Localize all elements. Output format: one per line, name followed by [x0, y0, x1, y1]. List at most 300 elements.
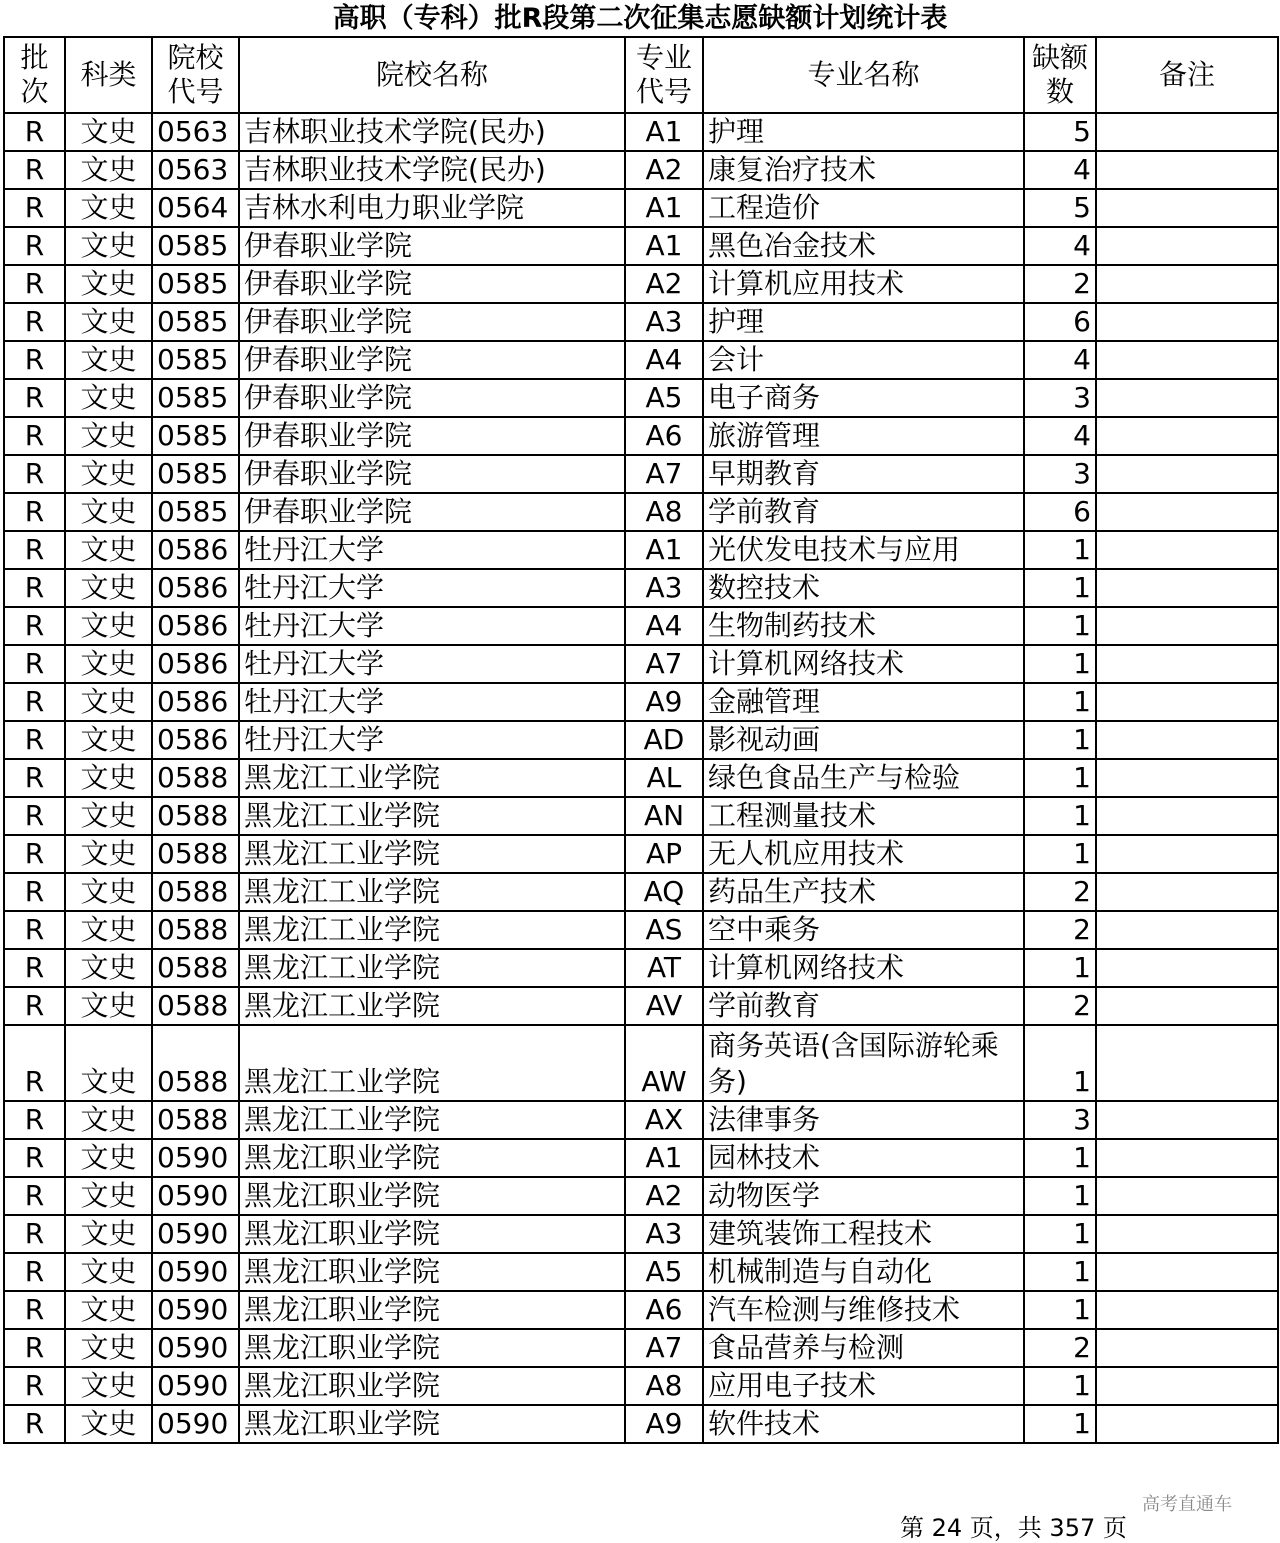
cell-category: 文史: [65, 987, 152, 1025]
cell-category: 文史: [65, 265, 152, 303]
cell-batch: R: [4, 189, 65, 227]
cell-remark: [1096, 835, 1278, 873]
table-row: [4, 1367, 1278, 1405]
table-row: [4, 113, 1278, 151]
cell-major-name: 早期教育: [703, 455, 1024, 493]
cell-school-name: 伊春职业学院: [239, 265, 625, 303]
cell-remark: [1096, 873, 1278, 911]
cell-major-code: AW: [625, 1025, 703, 1101]
cell-major-name: 绿色食品生产与检验: [703, 759, 1024, 797]
cell-vacancy: 6: [1024, 493, 1096, 531]
table-row: [4, 531, 1278, 569]
cell-school-code: 0585: [152, 303, 239, 341]
cell-batch: R: [4, 645, 65, 683]
cell-major-code: A1: [625, 189, 703, 227]
cell-school-code: 0588: [152, 949, 239, 987]
cell-major-name: 计算机网络技术: [703, 645, 1024, 683]
cell-batch: R: [4, 949, 65, 987]
cell-school-name: 黑龙江职业学院: [239, 1253, 625, 1291]
cell-remark: [1096, 417, 1278, 455]
table-row: [4, 189, 1278, 227]
table-row: [4, 1291, 1278, 1329]
cell-school-name: 黑龙江工业学院: [239, 873, 625, 911]
cell-school-code: 0564: [152, 189, 239, 227]
header-batch: 批次: [4, 37, 65, 113]
cell-vacancy: 2: [1024, 873, 1096, 911]
cell-school-code: 0586: [152, 721, 239, 759]
cell-category: 文史: [65, 911, 152, 949]
cell-major-name: 应用电子技术: [703, 1367, 1024, 1405]
cell-school-code: 0585: [152, 265, 239, 303]
table-row: [4, 341, 1278, 379]
cell-category: 文史: [65, 1329, 152, 1367]
table-row: [4, 1101, 1278, 1139]
table-row: [4, 1177, 1278, 1215]
cell-remark: [1096, 949, 1278, 987]
cell-remark: [1096, 1253, 1278, 1291]
table-row: [4, 911, 1278, 949]
cell-major-name: 黑色冶金技术: [703, 227, 1024, 265]
cell-major-name: 食品营养与检测: [703, 1329, 1024, 1367]
cell-school-name: 牡丹江大学: [239, 607, 625, 645]
cell-major-name: 软件技术: [703, 1405, 1024, 1443]
table-row: [4, 835, 1278, 873]
cell-school-code: 0588: [152, 835, 239, 873]
cell-major-name: 机械制造与自动化: [703, 1253, 1024, 1291]
cell-category: 文史: [65, 455, 152, 493]
cell-remark: [1096, 531, 1278, 569]
table-row: [4, 227, 1278, 265]
cell-remark: [1096, 987, 1278, 1025]
cell-major-code: AV: [625, 987, 703, 1025]
cell-vacancy: 4: [1024, 341, 1096, 379]
cell-major-code: A1: [625, 227, 703, 265]
header-school-name: 院校名称: [239, 37, 625, 113]
cell-major-name: 金融管理: [703, 683, 1024, 721]
cell-major-name: 计算机应用技术: [703, 265, 1024, 303]
table-row: [4, 303, 1278, 341]
cell-category: 文史: [65, 835, 152, 873]
table-row: [4, 759, 1278, 797]
cell-vacancy: 1: [1024, 1367, 1096, 1405]
document-title: 高职（专科）批R段第二次征集志愿缺额计划统计表: [332, 3, 948, 34]
cell-major-name: 药品生产技术: [703, 873, 1024, 911]
cell-category: 文史: [65, 1405, 152, 1443]
cell-school-name: 牡丹江大学: [239, 569, 625, 607]
table-row: [4, 949, 1278, 987]
cell-school-name: 牡丹江大学: [239, 683, 625, 721]
cell-school-name: 黑龙江工业学院: [239, 1101, 625, 1139]
cell-remark: [1096, 493, 1278, 531]
cell-major-code: AQ: [625, 873, 703, 911]
vacancy-table: [3, 36, 1279, 1444]
cell-major-name: 动物医学: [703, 1177, 1024, 1215]
cell-remark: [1096, 911, 1278, 949]
cell-batch: R: [4, 759, 65, 797]
cell-batch: R: [4, 455, 65, 493]
cell-major-code: A7: [625, 455, 703, 493]
cell-remark: [1096, 721, 1278, 759]
cell-remark: [1096, 1025, 1278, 1101]
cell-remark: [1096, 1367, 1278, 1405]
cell-category: 文史: [65, 683, 152, 721]
cell-school-name: 黑龙江职业学院: [239, 1215, 625, 1253]
cell-school-code: 0590: [152, 1367, 239, 1405]
cell-school-code: 0590: [152, 1253, 239, 1291]
cell-batch: R: [4, 873, 65, 911]
cell-batch: R: [4, 341, 65, 379]
cell-school-name: 牡丹江大学: [239, 531, 625, 569]
cell-batch: R: [4, 1405, 65, 1443]
table-row: [4, 607, 1278, 645]
table-row: [4, 797, 1278, 835]
cell-school-code: 0563: [152, 151, 239, 189]
cell-category: 文史: [65, 493, 152, 531]
cell-school-code: 0590: [152, 1139, 239, 1177]
cell-major-code: A5: [625, 379, 703, 417]
cell-batch: R: [4, 379, 65, 417]
cell-category: 文史: [65, 1253, 152, 1291]
cell-remark: [1096, 1101, 1278, 1139]
cell-remark: [1096, 759, 1278, 797]
cell-remark: [1096, 645, 1278, 683]
cell-category: 文史: [65, 1367, 152, 1405]
cell-vacancy: 1: [1024, 1139, 1096, 1177]
cell-category: 文史: [65, 721, 152, 759]
cell-major-name: 康复治疗技术: [703, 151, 1024, 189]
table-row: [4, 645, 1278, 683]
cell-school-name: 伊春职业学院: [239, 379, 625, 417]
cell-remark: [1096, 265, 1278, 303]
cell-remark: [1096, 151, 1278, 189]
cell-school-name: 黑龙江职业学院: [239, 1329, 625, 1367]
cell-major-name: 工程测量技术: [703, 797, 1024, 835]
table-row: [4, 493, 1278, 531]
cell-category: 文史: [65, 1291, 152, 1329]
cell-category: 文史: [65, 569, 152, 607]
cell-remark: [1096, 1215, 1278, 1253]
table-row: [4, 151, 1278, 189]
cell-school-name: 吉林职业技术学院(民办): [239, 113, 625, 151]
cell-major-code: A2: [625, 265, 703, 303]
cell-major-code: AP: [625, 835, 703, 873]
cell-school-name: 吉林水利电力职业学院: [239, 189, 625, 227]
cell-school-code: 0588: [152, 873, 239, 911]
table-row: [4, 1025, 1278, 1101]
cell-batch: R: [4, 569, 65, 607]
cell-remark: [1096, 1139, 1278, 1177]
cell-vacancy: 6: [1024, 303, 1096, 341]
cell-vacancy: 4: [1024, 417, 1096, 455]
cell-batch: R: [4, 607, 65, 645]
cell-remark: [1096, 379, 1278, 417]
cell-vacancy: 1: [1024, 835, 1096, 873]
cell-major-code: A2: [625, 1177, 703, 1215]
cell-batch: R: [4, 1101, 65, 1139]
table-row: [4, 721, 1278, 759]
cell-major-name: 电子商务: [703, 379, 1024, 417]
cell-major-code: A6: [625, 1291, 703, 1329]
cell-batch: R: [4, 835, 65, 873]
cell-school-code: 0585: [152, 417, 239, 455]
table-row: [4, 1405, 1278, 1443]
cell-major-name: 园林技术: [703, 1139, 1024, 1177]
cell-remark: [1096, 227, 1278, 265]
cell-category: 文史: [65, 531, 152, 569]
cell-major-name: 光伏发电技术与应用: [703, 531, 1024, 569]
cell-major-code: A6: [625, 417, 703, 455]
cell-batch: R: [4, 151, 65, 189]
cell-batch: R: [4, 265, 65, 303]
cell-school-name: 伊春职业学院: [239, 341, 625, 379]
cell-category: 文史: [65, 1025, 152, 1101]
cell-remark: [1096, 569, 1278, 607]
cell-vacancy: 1: [1024, 759, 1096, 797]
cell-school-code: 0588: [152, 1101, 239, 1139]
cell-vacancy: 2: [1024, 987, 1096, 1025]
table-row: [4, 1215, 1278, 1253]
cell-school-code: 0588: [152, 987, 239, 1025]
cell-school-name: 牡丹江大学: [239, 721, 625, 759]
cell-major-code: A5: [625, 1253, 703, 1291]
cell-category: 文史: [65, 417, 152, 455]
table-row: [4, 417, 1278, 455]
cell-school-code: 0588: [152, 759, 239, 797]
cell-vacancy: 1: [1024, 1177, 1096, 1215]
cell-major-code: AD: [625, 721, 703, 759]
cell-major-name: 影视动画: [703, 721, 1024, 759]
cell-vacancy: 1: [1024, 797, 1096, 835]
cell-batch: R: [4, 987, 65, 1025]
cell-major-code: A8: [625, 1367, 703, 1405]
cell-vacancy: 3: [1024, 455, 1096, 493]
cell-vacancy: 1: [1024, 1215, 1096, 1253]
cell-school-name: 伊春职业学院: [239, 417, 625, 455]
cell-school-code: 0590: [152, 1291, 239, 1329]
page-footer: 第 24 页，共 357 页: [900, 1514, 1127, 1542]
cell-vacancy: 3: [1024, 1101, 1096, 1139]
cell-batch: R: [4, 1215, 65, 1253]
cell-category: 文史: [65, 1101, 152, 1139]
cell-category: 文史: [65, 645, 152, 683]
cell-remark: [1096, 1405, 1278, 1443]
cell-vacancy: 2: [1024, 1329, 1096, 1367]
cell-school-name: 黑龙江工业学院: [239, 987, 625, 1025]
cell-vacancy: 5: [1024, 189, 1096, 227]
table-body: [4, 113, 1278, 1443]
cell-major-name: 学前教育: [703, 493, 1024, 531]
table-row: [4, 455, 1278, 493]
cell-school-name: 牡丹江大学: [239, 645, 625, 683]
cell-school-name: 黑龙江职业学院: [239, 1177, 625, 1215]
cell-batch: R: [4, 1025, 65, 1101]
cell-remark: [1096, 113, 1278, 151]
cell-category: 文史: [65, 379, 152, 417]
cell-category: 文史: [65, 797, 152, 835]
cell-major-name: 无人机应用技术: [703, 835, 1024, 873]
cell-major-name: 护理: [703, 113, 1024, 151]
cell-batch: R: [4, 683, 65, 721]
cell-major-code: A7: [625, 645, 703, 683]
cell-school-name: 黑龙江职业学院: [239, 1367, 625, 1405]
cell-school-name: 伊春职业学院: [239, 455, 625, 493]
cell-school-name: 吉林职业技术学院(民办): [239, 151, 625, 189]
header-major-code: 专业代号: [625, 37, 703, 113]
cell-major-code: AL: [625, 759, 703, 797]
cell-batch: R: [4, 1329, 65, 1367]
cell-school-name: 黑龙江工业学院: [239, 797, 625, 835]
cell-school-code: 0588: [152, 1025, 239, 1101]
table-row: [4, 569, 1278, 607]
cell-major-code: A3: [625, 303, 703, 341]
cell-batch: R: [4, 113, 65, 151]
cell-batch: R: [4, 303, 65, 341]
cell-major-code: AS: [625, 911, 703, 949]
cell-major-code: A3: [625, 569, 703, 607]
cell-major-name: 数控技术: [703, 569, 1024, 607]
header-school-code: 院校代号: [152, 37, 239, 113]
cell-category: 文史: [65, 873, 152, 911]
cell-vacancy: 1: [1024, 1025, 1096, 1101]
cell-school-name: 伊春职业学院: [239, 493, 625, 531]
cell-school-code: 0563: [152, 113, 239, 151]
cell-major-code: AT: [625, 949, 703, 987]
cell-remark: [1096, 341, 1278, 379]
cell-school-name: 黑龙江工业学院: [239, 835, 625, 873]
cell-school-name: 黑龙江职业学院: [239, 1291, 625, 1329]
cell-school-code: 0586: [152, 645, 239, 683]
cell-batch: R: [4, 417, 65, 455]
cell-category: 文史: [65, 949, 152, 987]
table-row: [4, 683, 1278, 721]
cell-vacancy: 1: [1024, 569, 1096, 607]
cell-school-name: 黑龙江职业学院: [239, 1405, 625, 1443]
cell-school-code: 0586: [152, 569, 239, 607]
cell-category: 文史: [65, 227, 152, 265]
cell-school-code: 0585: [152, 455, 239, 493]
cell-school-code: 0585: [152, 493, 239, 531]
cell-vacancy: 4: [1024, 151, 1096, 189]
cell-major-name: 汽车检测与维修技术: [703, 1291, 1024, 1329]
cell-school-code: 0585: [152, 341, 239, 379]
cell-category: 文史: [65, 759, 152, 797]
cell-school-code: 0585: [152, 379, 239, 417]
cell-major-name: 护理: [703, 303, 1024, 341]
cell-school-code: 0586: [152, 607, 239, 645]
cell-vacancy: 4: [1024, 227, 1096, 265]
cell-vacancy: 2: [1024, 911, 1096, 949]
cell-category: 文史: [65, 1139, 152, 1177]
cell-major-name: 商务英语(含国际游轮乘务): [703, 1025, 1024, 1101]
cell-major-code: A3: [625, 1215, 703, 1253]
table-row: [4, 265, 1278, 303]
cell-vacancy: 1: [1024, 1405, 1096, 1443]
cell-major-code: A4: [625, 607, 703, 645]
table-row: [4, 1253, 1278, 1291]
cell-remark: [1096, 683, 1278, 721]
cell-school-name: 黑龙江工业学院: [239, 759, 625, 797]
cell-school-name: 伊春职业学院: [239, 227, 625, 265]
header-major-name: 专业名称: [703, 37, 1024, 113]
cell-remark: [1096, 303, 1278, 341]
cell-batch: R: [4, 721, 65, 759]
cell-batch: R: [4, 227, 65, 265]
cell-school-code: 0590: [152, 1329, 239, 1367]
cell-batch: R: [4, 1139, 65, 1177]
cell-vacancy: 1: [1024, 1253, 1096, 1291]
cell-vacancy: 2: [1024, 265, 1096, 303]
cell-major-name: 工程造价: [703, 189, 1024, 227]
cell-category: 文史: [65, 151, 152, 189]
table-row: [4, 873, 1278, 911]
cell-category: 文史: [65, 189, 152, 227]
cell-major-code: A7: [625, 1329, 703, 1367]
cell-category: 文史: [65, 341, 152, 379]
cell-category: 文史: [65, 1177, 152, 1215]
cell-remark: [1096, 607, 1278, 645]
cell-category: 文史: [65, 113, 152, 151]
cell-major-name: 会计: [703, 341, 1024, 379]
cell-major-code: A1: [625, 113, 703, 151]
cell-vacancy: 1: [1024, 531, 1096, 569]
cell-school-code: 0590: [152, 1177, 239, 1215]
cell-major-code: A2: [625, 151, 703, 189]
cell-major-code: A1: [625, 1139, 703, 1177]
cell-major-code: A9: [625, 1405, 703, 1443]
cell-major-code: AX: [625, 1101, 703, 1139]
cell-major-code: A8: [625, 493, 703, 531]
cell-batch: R: [4, 1291, 65, 1329]
cell-major-name: 空中乘务: [703, 911, 1024, 949]
cell-vacancy: 1: [1024, 607, 1096, 645]
cell-major-name: 学前教育: [703, 987, 1024, 1025]
cell-school-code: 0590: [152, 1405, 239, 1443]
cell-school-code: 0588: [152, 797, 239, 835]
cell-category: 文史: [65, 303, 152, 341]
cell-school-code: 0586: [152, 531, 239, 569]
cell-major-name: 法律事务: [703, 1101, 1024, 1139]
cell-remark: [1096, 1291, 1278, 1329]
cell-school-name: 伊春职业学院: [239, 303, 625, 341]
table-row: [4, 1329, 1278, 1367]
cell-category: 文史: [65, 607, 152, 645]
cell-category: 文史: [65, 1215, 152, 1253]
cell-school-name: 黑龙江工业学院: [239, 1025, 625, 1101]
header-vacancy: 缺额数: [1024, 37, 1096, 113]
cell-major-name: 建筑装饰工程技术: [703, 1215, 1024, 1253]
cell-remark: [1096, 1177, 1278, 1215]
table-row: [4, 379, 1278, 417]
cell-school-name: 黑龙江职业学院: [239, 1139, 625, 1177]
cell-remark: [1096, 189, 1278, 227]
watermark: 高考直通车: [1142, 1494, 1232, 1515]
cell-school-name: 黑龙江工业学院: [239, 949, 625, 987]
cell-vacancy: 1: [1024, 645, 1096, 683]
cell-school-code: 0585: [152, 227, 239, 265]
cell-batch: R: [4, 797, 65, 835]
cell-major-name: 生物制药技术: [703, 607, 1024, 645]
header-remark: 备注: [1096, 37, 1278, 113]
cell-batch: R: [4, 1253, 65, 1291]
header-row: [4, 37, 1278, 113]
cell-batch: R: [4, 531, 65, 569]
cell-major-code: A9: [625, 683, 703, 721]
cell-school-code: 0586: [152, 683, 239, 721]
cell-school-code: 0590: [152, 1215, 239, 1253]
table-row: [4, 1139, 1278, 1177]
cell-school-code: 0588: [152, 911, 239, 949]
cell-vacancy: 3: [1024, 379, 1096, 417]
